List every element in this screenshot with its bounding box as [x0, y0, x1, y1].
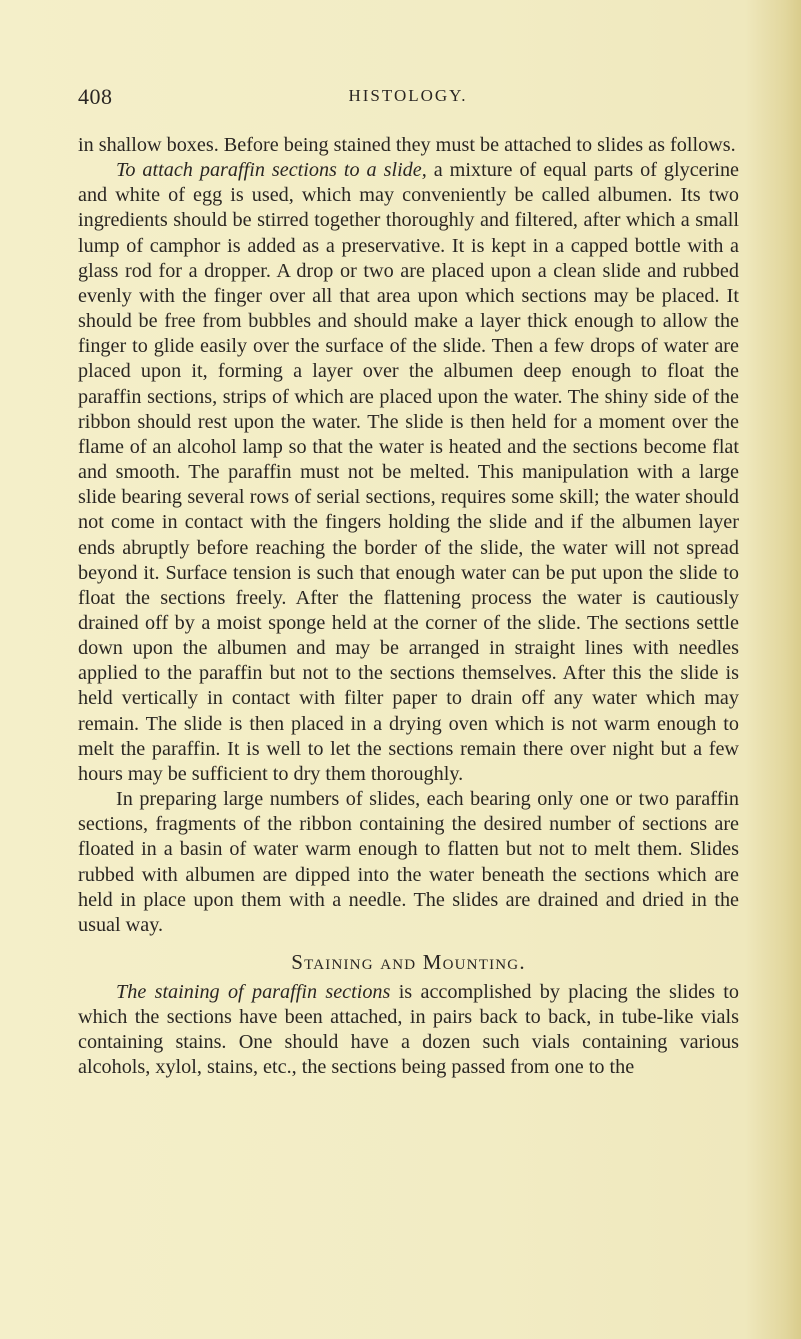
paragraph-text: in shallow boxes. Before being stained they must be attached to slides as follows.	[78, 134, 736, 156]
paragraph-continuation	[78, 133, 739, 158]
paragraph-text: is accomplished by placing the slides to which the sections have been attached, in pairs back to back, in tube-like vials containing stains. One should have a dozen such vials containing various alcohols, xylol, stains, etc., the sections being passed from one to the	[78, 981, 739, 1079]
paragraph-attach-sections	[78, 158, 739, 787]
body-text	[78, 133, 739, 1081]
paragraph-large-numbers	[78, 787, 739, 938]
page-number: 408	[78, 84, 113, 109]
paragraph-text: In preparing large numbers of slides, each bearing only one or two paraffin sections, fragments of the ribbon containing the desired number of sections are floated in a basin of water warm enough to flatten but not to melt them. Slides rubbed with albumen are dipped into the water beneath the sections which are held in place upon them with a needle. The slides are drained and dried in the usual way.	[78, 788, 739, 936]
page-header	[78, 84, 738, 114]
paragraph-text: a mixture of equal parts of glycerine and white of egg is used, which may conveniently be called albumen. Its two ingredients should be stirred together thoroughly and filtered, after which a small lump of camphor is added as a preservative. It is kept in a capped bottle with a glass rod for a dropper. A drop or two are placed upon a clean slide and rubbed evenly with the finger over all that area upon which sections may be placed. It should be free from bubbles and should make a layer thick enough to allow the finger to glide easily over the surface of the slide. Then a few drops of water are placed upon it, forming a layer over the albumen deep enough to float the paraffin sections, strips of which are placed upon the water. The shiny side of the ribbon should rest upon the water. The slide is then held for a moment over the flame of an alcohol lamp so that the water is heated and the sections become flat and smooth. The paraffin must not be melted. This manipulation with a large slide bearing several rows of serial sections, requires some skill; the water should not come in contact with the fingers holding the slide and if the albumen layer ends abruptly before reaching the border of the slide, the water will not spread beyond it. Surface tension is such that enough water can be put upon the slide to float the sections freely. After the flattening process the water is cautiously drained off by a moist sponge held at the corner of the slide. The sections settle down upon the albumen and may be arranged in straight lines with needles applied to the paraffin but not to the sections themselves. After this the slide is held vertically in contact with filter paper to drain off any water which may remain. The slide is then placed in a drying oven which is not warm enough to melt the paraffin. It is well to let the sections remain there over night but a few hours may be sufficient to dry them thoroughly.	[78, 159, 739, 785]
running-head: HISTOLOGY.	[348, 86, 468, 105]
paragraph-staining	[78, 980, 739, 1081]
paragraph-title: The staining of paraffin sections	[116, 981, 391, 1003]
section-heading: Staining and Mounting.	[291, 950, 526, 974]
paragraph-title: To attach paraffin sections to a slide,	[116, 159, 427, 182]
